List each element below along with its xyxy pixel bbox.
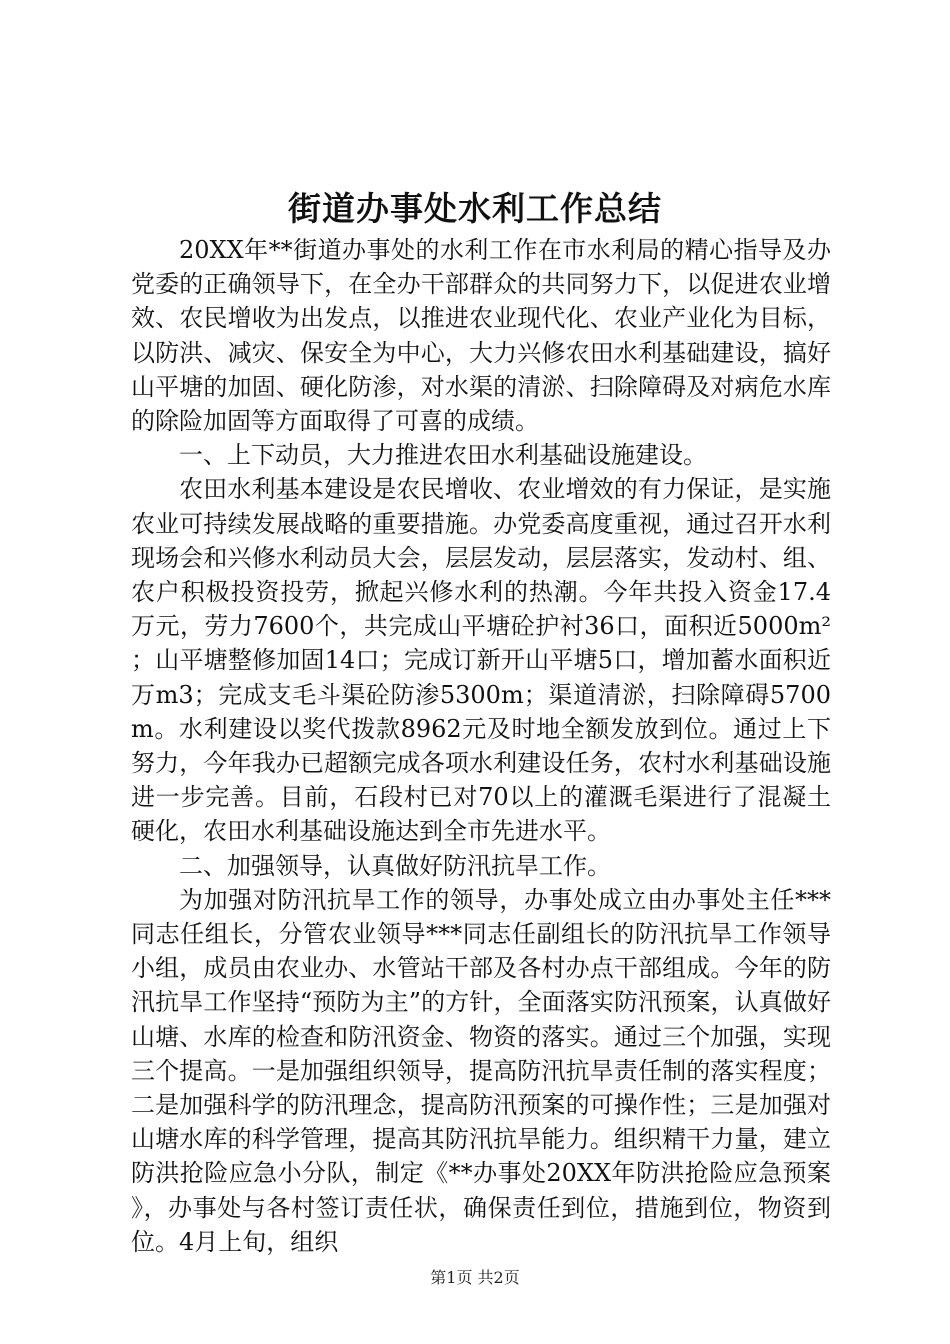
document-title: 街道办事处水利工作总结 xyxy=(288,189,662,228)
section-1-paragraph: 农田水利基本建设是农民增收、农业增效的有力保证，是实施农业可持续发展战略的重要措施。办党委高度重视，通过召开水利现场会和兴修水利动员大会，层层发动，层层落实，发动村、组、农户积极投资投劳，掀起兴修水利的热潮。今年共投入资金17.4万元，劳力7600个，共完成山平塘砼护衬36口，面积近5000m²；山平塘整修加固14口；完成订新开山平塘5口，增加蓄水面积近万m3；完成支毛斗渠砼防渗5300m；渠道清淤，扫除障碍5700m。水利建设以奖代拨款8962元及时地全额发放到位。通过上下努力，今年我办已超额完成各项水利建设任务，农村水利基础设施进一步完善。目前，石段村已对70以上的灌溉毛渠进行了混凝土硬化，农田水利基础设施达到全市先进水平。 xyxy=(131,475,831,846)
page-number-footer: 第1页 共2页 xyxy=(430,1268,520,1287)
section-2-paragraph: 为加强对防汛抗旱工作的领导，办事处成立由办事处主任***同志任组长，分管农业领导***同志任副组长的防汛抗旱工作领导小组，成员由农业办、水管站干部及各村办点干部组成。今年的防汛抗旱工作坚持“预防为主”的方针，全面落实防汛预案，认真做好山塘、水库的检查和防汛资金、物资的落实。通过三个加强，实现三个提高。一是加强组织领导，提高防汛抗旱责任制的落实程度；二是加强科学的防汛理念，提高防汛预案的可操作性；三是加强对山塘水库的科学管理，提高其防汛抗旱能力。组织精干力量，建立防洪抢险应急小分队，制定《**办事处20XX年防洪抢险应急预案》，办事处与各村签订责任状，确保责任到位，措施到位，物资到位。4月上旬，组织 xyxy=(131,885,831,1256)
document-body xyxy=(131,233,831,1259)
intro-paragraph: 20XX年**街道办事处的水利工作在市水利局的精心指导及办党委的正确领导下，在全办干部群众的共同努力下，以促进农业增效、农民增收为出发点，以推进农业现代化、农业产业化为目标，以防洪、减灾、保安全为中心，大力兴修农田水利基础建设，搞好山平塘的加固、硬化防渗，对水渠的清淤、扫除障碍及对病危水库的除险加固等方面取得了可喜的成绩。 xyxy=(131,236,831,436)
section-heading-1: 一、上下动员，大力推进农田水利基础设施建设。 xyxy=(179,441,707,470)
section-heading-2: 二、加强领导，认真做好防汛抗旱工作。 xyxy=(179,851,611,880)
